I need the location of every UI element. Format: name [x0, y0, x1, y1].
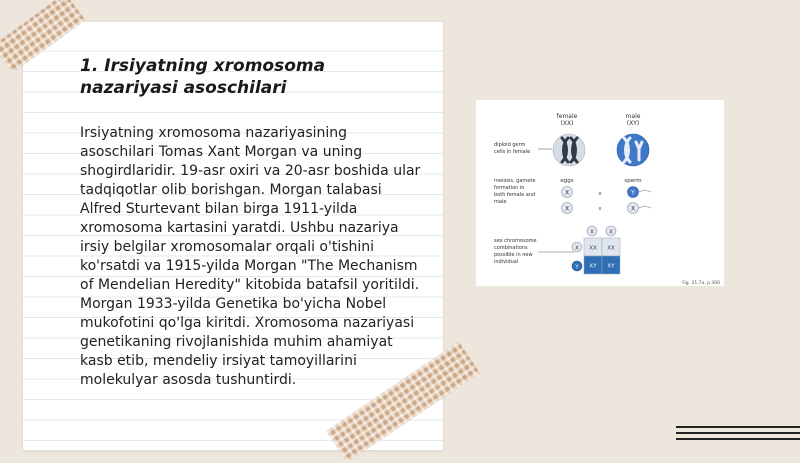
chromosome-inheritance-figure — [476, 100, 724, 286]
decorative-line-2 — [676, 432, 800, 434]
sperm-label: sperm — [624, 178, 642, 184]
cross-symbol-1: x — [598, 191, 602, 197]
grid-cell-xy-1-text: XY — [589, 263, 597, 270]
sperm-2-tail — [639, 207, 651, 209]
chromosome-diagram — [476, 100, 724, 286]
sperm-2-symbol: X — [630, 205, 636, 213]
grid-left-gamete-1-symbol: X — [575, 245, 579, 252]
egg-2-symbol: X — [564, 205, 570, 213]
row3-label-line4: individual — [494, 259, 519, 265]
grid-cell-xy-2-text: XY — [607, 263, 615, 270]
row2-label-line4: male — [494, 199, 507, 205]
decorative-lines — [676, 424, 800, 444]
row1-label-line1: diploid germ — [494, 142, 526, 148]
grid-left-gamete-2-symbol: Y — [575, 264, 579, 271]
sperm-1-symbol: Y — [631, 189, 635, 197]
decorative-line-1 — [676, 426, 800, 428]
row2-label-line2: formation in — [494, 185, 525, 191]
cross-symbol-2: x — [598, 206, 602, 212]
male-germ-cell — [617, 134, 649, 166]
row3-label-line3: possible in new — [494, 252, 533, 258]
decorative-line-3 — [676, 438, 800, 440]
female-label: female — [556, 113, 578, 120]
slide-body-text: Irsiyatning xromosoma nazariyasining asoschilari Tomas Xant Morgan va uning shogirdlaridir. 19-asr oxiri va 20-asr boshida ular tadqiqotlar olib borishgan. Morgan talabasi Alfred Sturtevant bilan birga 1911-yilda xromosoma kartasini yaratdi. Ushbu nazariya irsiy belgilar xromosomalar orqali o'tishini ko'rsatdi va 1915-yilda Morgan "The Mechanism of Mendelian Heredity" kitobida batafsil yoritildi. Morgan 1933-yilda Genetika bo'yicha Nobel mukofotini qo'lga kiritdi. Xromosoma nazariyasi genetikaning rivojlanishida muhim ahamiyat kasb etib, mendeliy irsiyat tamoyillarini molekulyar asosda tushuntirdi. — [80, 125, 421, 388]
row2-label-line3: both female and — [494, 192, 536, 198]
row3-label-line2: combinations — [494, 245, 528, 251]
grid-top-gamete-2-symbol: X — [609, 229, 613, 236]
grid-cell-xx-1-text: XX — [589, 245, 597, 252]
eggs-label: eggs — [560, 178, 574, 184]
male-label: male — [625, 113, 641, 120]
row2-label-line1: meiosis, gamete — [494, 178, 536, 184]
grid-cell-xx-2-text: XX — [607, 245, 615, 252]
female-genotype: (XX) — [560, 120, 574, 127]
row1-label-line2: cells in female — [494, 149, 531, 155]
row3-label-line1: sex chromosome — [494, 238, 537, 244]
egg-1-symbol: X — [564, 189, 570, 197]
sperm-1-tail — [639, 191, 651, 193]
slide-title: 1. Irsiyatning xromosoma nazariyasi asoschilari — [80, 56, 326, 98]
male-genotype: (XY) — [626, 120, 640, 127]
grid-top-gamete-1-symbol: X — [590, 229, 594, 236]
figure-caption: Fig. 21.7a, p.360 — [682, 281, 720, 286]
